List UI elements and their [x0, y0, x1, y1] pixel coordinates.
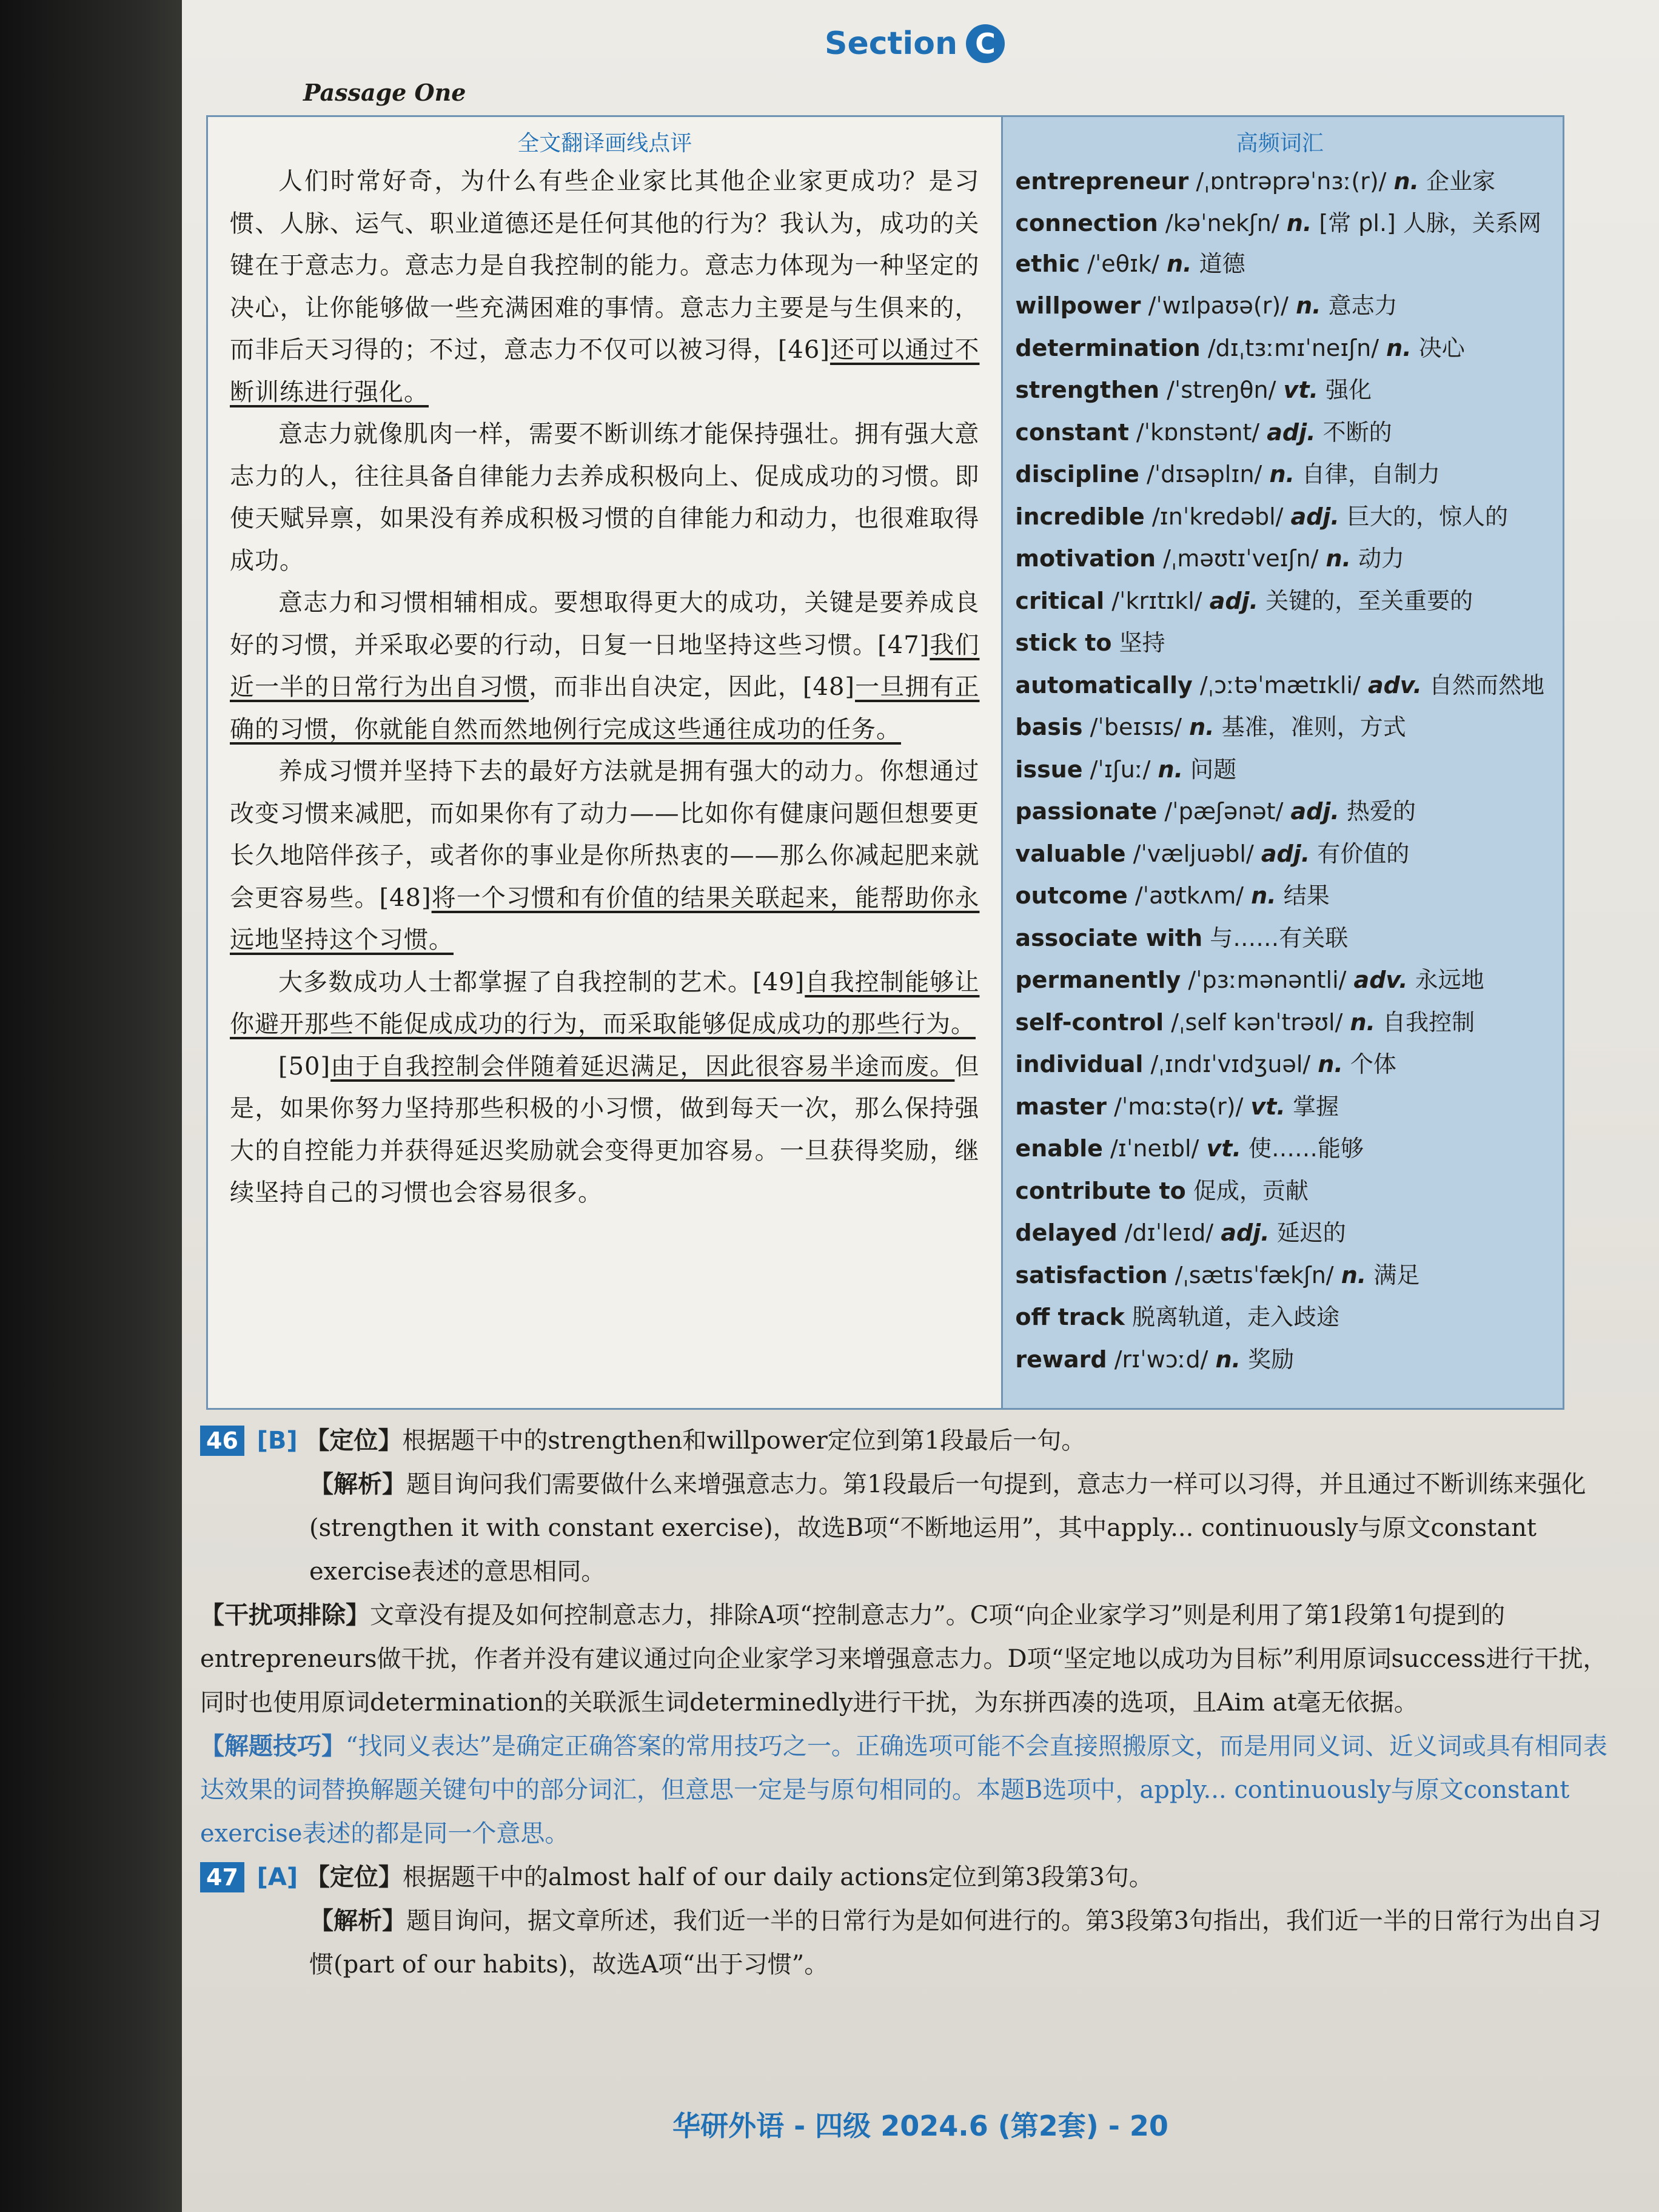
vocab-word: satisfaction: [1015, 1261, 1168, 1289]
vocab-phonetic: /ˌɪndɪˈvɪdʒuəl/: [1150, 1051, 1311, 1078]
q46-tip-tag: 【解题技巧】: [200, 1732, 346, 1760]
q47-number-badge: 47: [200, 1862, 244, 1892]
vocab-item: [1015, 665, 1544, 707]
paragraph-text: 养成习惯并坚持下去的最好方法就是拥有强大的动力。你想通过改变习惯来减肥，而如果你有了动力——比如你有健康问题但想要更长久地陪伴孩子，或者你的事业是你所热衷的——那么你减起肥来就会更容易些。[48]: [230, 757, 980, 912]
vocab-item: [1015, 1086, 1544, 1128]
vocab-meaning: 企业家: [1426, 168, 1496, 195]
vocab-meaning: 问题: [1190, 756, 1237, 783]
vocab-word: enable: [1015, 1135, 1103, 1162]
translation-paragraph: [230, 582, 979, 751]
vocab-phonetic: /ˈkɒnstənt/: [1136, 418, 1260, 446]
vocab-phonetic: /ˈkrɪtɪkl/: [1111, 587, 1202, 614]
vocab-column-header: 高频词汇: [1236, 131, 1324, 156]
vocab-phonetic: /ˈɪʃuː/: [1090, 756, 1151, 783]
vocab-meaning: 巨大的，惊人的: [1346, 503, 1508, 530]
vocab-word: connection: [1015, 209, 1158, 236]
vocab-pos: adj.: [1261, 840, 1310, 867]
vocab-word: basis: [1015, 714, 1083, 740]
paragraph-text: 意志力和习惯相辅相成。要想取得更大的成功，关键是要养成良好的习惯，并采取必要的行动，日复一日地坚持这些习惯。[47]: [230, 589, 980, 659]
vocab-meaning: 永远地: [1415, 967, 1484, 993]
vocab-word: ethic: [1015, 250, 1080, 277]
q46-answer-key: [B]: [256, 1427, 298, 1455]
vocab-phonetic: /rɪˈwɔːd/: [1114, 1346, 1208, 1373]
vocab-phonetic: /ˈbeɪsɪs/: [1090, 714, 1182, 740]
vocab-word: critical: [1015, 587, 1105, 614]
vocab-phonetic: /ˈstreŋθn/: [1167, 377, 1276, 403]
section-label: Section: [825, 25, 957, 62]
vocab-phonetic: /ˌsætɪsˈfækʃn/: [1175, 1261, 1334, 1289]
vocab-item: [1015, 1255, 1544, 1297]
dark-background: [0, 0, 200, 2212]
vocab-word: discipline: [1015, 461, 1139, 488]
q46-tip-text: “找同义表达”是确定正确答案的常用技巧之一。正确选项可能不会直接照搬原文，而是用同义词、近义词或具有相同表达效果的词替换解题关键句中的部分词汇，但意思一定是与原句相同的。本题B选项中，apply... continuously与原文constant exercise表述的都是同一个意思。: [200, 1732, 1607, 1848]
paragraph-text: 大多数成功人士都掌握了自我控制的艺术。[49]: [278, 968, 805, 996]
vocab-meaning: 自然而然地: [1429, 671, 1544, 699]
vocab-phonetic: /ˈeθɪk/: [1087, 250, 1159, 277]
vocab-item: [1015, 580, 1544, 623]
vocab-word: reward: [1015, 1346, 1107, 1373]
vocab-word: contribute to: [1015, 1177, 1186, 1204]
paragraph-text: 人们时常好奇，为什么有些企业家比其他企业家更成功？是习惯、人脉、运气、职业道德还是任何其他的行为？我认为，成功的关键在于意志力。意志力是自我控制的能力。意志力体现为一种坚定的决心，让你能够做一些充满困难的事情。意志力主要是与生俱来的，而非后天习得的；不过，意志力不仅可以被习得，[46]: [230, 167, 980, 364]
vocab-meaning: [常 pl.] 人脉，关系网: [1319, 209, 1541, 236]
q47-analysis: [200, 1899, 1619, 1986]
q46-locate-tag: 【定位】: [305, 1426, 403, 1455]
q46-tip: [200, 1724, 1619, 1855]
q46-analysis: [200, 1463, 1619, 1594]
vocab-pos: n.: [1251, 882, 1276, 909]
vocab-pos: n.: [1350, 1008, 1375, 1036]
underlined-sentence: 自我控制能够让你避开那些不能促成成功的行为，而采取能够促成成功的那些行为。: [230, 968, 980, 1038]
section-letter-badge: C: [966, 24, 1005, 63]
vocab-pos: n.: [1189, 714, 1215, 740]
paragraph-text: ，而非出自决定，因此，[48]: [529, 673, 856, 701]
vocab-item: [1015, 875, 1544, 917]
translation-paragraph: [230, 751, 979, 962]
vocab-word: entrepreneur: [1015, 168, 1189, 195]
vocab-word: self-control: [1015, 1008, 1164, 1036]
vocab-item: [1015, 1212, 1544, 1255]
vocab-meaning: 基准，准则，方式: [1221, 714, 1406, 740]
vocab-phonetic: /ˌɔːtəˈmætɪkli/: [1199, 671, 1361, 699]
q46-locate-text: 根据题干中的strengthen和willpower定位到第1段最后一句。: [402, 1427, 1086, 1455]
paragraph-text: [50]: [278, 1052, 331, 1081]
vocab-pos: adj.: [1267, 418, 1316, 446]
q46-analysis-tag: 【解析】: [309, 1470, 406, 1498]
section-header: [825, 24, 1005, 63]
vocab-phonetic: /kəˈnekʃn/: [1165, 209, 1279, 236]
vocab-word: individual: [1015, 1051, 1144, 1078]
vocab-item: [1015, 749, 1544, 791]
vocab-pos: vt.: [1250, 1093, 1285, 1120]
translation-paragraph: [230, 1046, 979, 1215]
vocab-item: [1015, 622, 1544, 665]
q47-locate-line: [200, 1855, 1619, 1899]
document-page: [182, 0, 1659, 2212]
passage-title: Passage One: [303, 79, 466, 106]
vocab-item: [1015, 1044, 1544, 1086]
vocab-pos: n.: [1393, 168, 1419, 195]
vocab-word: stick to: [1015, 629, 1112, 656]
vocab-meaning: 奖励: [1248, 1346, 1295, 1373]
vocab-phonetic: /ˈdɪsəplɪn/: [1147, 461, 1262, 488]
underlined-sentence: 将一个习惯和有价值的结果关联起来，能帮助你永远地坚持这个习惯。: [230, 883, 980, 954]
translation-column: [208, 117, 1003, 1408]
vocab-pos: n.: [1326, 545, 1351, 572]
vocab-word: incredible: [1015, 503, 1145, 530]
translation-paragraph: [230, 161, 979, 414]
vocab-phonetic: /dɪˈleɪd/: [1124, 1219, 1214, 1246]
vocab-word: permanently: [1015, 967, 1181, 993]
vocab-word: delayed: [1015, 1219, 1118, 1246]
underlined-sentence: 一旦拥有正确的习惯，你就能自然而然地例行完成这些通往成功的任务。: [230, 673, 980, 743]
translation-vocab-table: [206, 115, 1564, 1410]
vocab-phonetic: /dɪˌtɜːmɪˈneɪʃn/: [1207, 334, 1379, 361]
q47-locate-text: 根据题干中的almost half of our daily actions定位到第3段第3句。: [402, 1863, 1153, 1891]
vocab-word: master: [1015, 1093, 1107, 1120]
vocab-pos: vt.: [1206, 1135, 1241, 1162]
vocab-list: [1015, 161, 1544, 1381]
vocab-meaning: 个体: [1350, 1051, 1396, 1078]
vocab-pos: vt.: [1283, 377, 1318, 403]
underlined-sentence: 还可以通过不断训练进行强化。: [230, 336, 980, 406]
vocab-pos: adv.: [1367, 671, 1422, 699]
vocab-pos: n.: [1269, 461, 1295, 488]
vocab-phonetic: /ˈpæʃənət/: [1164, 798, 1284, 825]
vocab-phonetic: /ˌself kənˈtrəʊl/: [1171, 1008, 1343, 1036]
q46-analysis-text: 题目询问我们需要做什么来增强意志力。第1段最后一句提到，意志力一样可以习得，并且通过不断训练来强化(strengthen it with constant exercise)，故选B项“不断地运用”，其中apply... continuously与原文constant exercise表述的意思相同。: [309, 1470, 1586, 1586]
vocab-word: willpower: [1015, 292, 1141, 319]
vocab-word: constant: [1015, 418, 1129, 446]
vocab-item: [1015, 327, 1544, 370]
vocab-word: valuable: [1015, 840, 1126, 867]
vocab-pos: n.: [1296, 292, 1321, 319]
vocab-meaning: 自律，自制力: [1302, 461, 1441, 488]
vocab-pos: adj.: [1290, 798, 1339, 825]
underlined-sentence: 由于自我控制会伴随着延迟满足，因此很容易半途而废。: [330, 1052, 955, 1081]
vocab-column: [1003, 117, 1563, 1408]
vocab-pos: n.: [1158, 756, 1184, 783]
vocab-item: [1015, 791, 1544, 833]
vocab-pos: n.: [1341, 1261, 1367, 1289]
vocab-meaning: 动力: [1358, 545, 1405, 572]
vocab-meaning: 有价值的: [1317, 840, 1410, 867]
vocab-item: [1015, 538, 1544, 580]
vocab-pos: adj.: [1209, 587, 1258, 614]
vocab-pos: n.: [1286, 209, 1312, 236]
vocab-word: outcome: [1015, 882, 1128, 909]
vocab-meaning: 决心: [1418, 334, 1465, 361]
vocab-word: off track: [1015, 1304, 1125, 1330]
vocab-word: automatically: [1015, 671, 1193, 699]
vocab-meaning: 道德: [1199, 250, 1245, 277]
q47-answer-key: [A]: [256, 1863, 298, 1891]
q47-analysis-text: 题目询问，据文章所述，我们近一半的日常行为是如何进行的。第3段第3句指出，我们近一半的日常行为出自习惯(part of our habits)，故选A项“出于习惯”。: [309, 1907, 1601, 1979]
vocab-phonetic: /ɪˈneɪbl/: [1110, 1135, 1199, 1162]
q47-locate-tag: 【定位】: [305, 1863, 403, 1891]
vocab-item: [1015, 1339, 1544, 1381]
vocab-meaning: 强化: [1326, 377, 1372, 403]
translation-column-header: 全文翻译画线点评: [517, 131, 692, 156]
vocab-meaning: 延迟的: [1276, 1219, 1346, 1246]
vocab-pos: adv.: [1353, 967, 1408, 993]
vocab-item: [1015, 1170, 1544, 1213]
vocab-word: associate with: [1015, 924, 1203, 951]
paragraph-text: 意志力就像肌肉一样，需要不断训练才能保持强壮。拥有强大意志力的人，往往具备自律能力去养成积极向上、促成成功的习惯。即使天赋异禀，如果没有养成积极习惯的自律能力和动力，也很难取得成功。: [230, 420, 980, 575]
q46-number-badge: 46: [200, 1426, 244, 1456]
vocab-item: [1015, 496, 1544, 538]
q46-locate-line: [200, 1419, 1619, 1463]
vocab-pos: n.: [1318, 1051, 1343, 1078]
vocab-item: [1015, 454, 1544, 496]
vocab-item: [1015, 706, 1544, 749]
vocab-phonetic: /ˈwɪlpaʊə(r)/: [1148, 292, 1289, 319]
vocab-meaning: 脱离轨道，走入歧途: [1131, 1304, 1339, 1330]
vocab-item: [1015, 412, 1544, 454]
vocab-meaning: 使……能够: [1248, 1135, 1364, 1162]
vocab-word: motivation: [1015, 545, 1156, 572]
vocab-item: [1015, 917, 1544, 960]
vocab-meaning: 不断的: [1322, 418, 1392, 446]
vocab-phonetic: /ˈvæljuəbl/: [1133, 840, 1254, 867]
vocab-item: [1015, 285, 1544, 327]
vocab-word: issue: [1015, 756, 1083, 783]
vocab-meaning: 自我控制: [1382, 1008, 1475, 1036]
vocab-meaning: 结果: [1283, 882, 1330, 909]
vocab-phonetic: /ˈmɑːstə(r)/: [1114, 1093, 1244, 1120]
vocab-item: [1015, 161, 1544, 203]
vocab-item: [1015, 833, 1544, 876]
vocab-meaning: 热爱的: [1346, 798, 1416, 825]
vocab-meaning: 满足: [1373, 1261, 1420, 1289]
vocab-meaning: 促成，贡献: [1193, 1177, 1309, 1204]
vocab-phonetic: /ˈaʊtkʌm/: [1134, 882, 1244, 909]
vocab-word: determination: [1015, 334, 1201, 361]
page-footer: 华研外语 - 四级 2024.6 (第2套) - 20: [672, 2110, 1168, 2142]
vocab-word: passionate: [1015, 798, 1158, 825]
vocab-phonetic: /ˌɒntrəprəˈnɜː(r)/: [1196, 168, 1387, 195]
answer-explanations: [200, 1419, 1619, 1986]
translation-paragraph: [230, 414, 979, 582]
vocab-item: [1015, 959, 1544, 1002]
vocab-meaning: 坚持: [1119, 629, 1165, 656]
vocab-pos: adj.: [1221, 1219, 1270, 1246]
vocab-item: [1015, 203, 1544, 243]
q47-analysis-tag: 【解析】: [309, 1906, 406, 1935]
q46-distractor: [200, 1594, 1619, 1724]
q46-distractor-tag: 【干扰项排除】: [200, 1601, 370, 1629]
underlined-sentence: 我们近一半的日常行为出自习惯: [230, 631, 980, 701]
paragraph-text: 但是，如果你努力坚持那些积极的小习惯，做到每天一次，那么保持强大的自控能力并获得延迟奖励就会变得更加容易。一旦获得奖励，继续坚持自己的习惯也会容易很多。: [230, 1052, 980, 1207]
translation-paragraphs: [230, 161, 979, 1215]
vocab-item: [1015, 1128, 1544, 1170]
vocab-phonetic: /ˈpɜːmənəntli/: [1188, 967, 1347, 993]
vocab-word: strengthen: [1015, 377, 1160, 403]
translation-paragraph: [230, 962, 979, 1046]
vocab-meaning: 关键的，至关重要的: [1265, 587, 1473, 614]
vocab-phonetic: /ɪnˈkredəbl/: [1151, 503, 1284, 530]
vocab-pos: n.: [1215, 1346, 1241, 1373]
vocab-meaning: 掌握: [1292, 1093, 1339, 1120]
q46-distractor-text: 文章没有提及如何控制意志力，排除A项“控制意志力”。C项“向企业家学习”则是利用了第1段第1句提到的entrepreneurs做干扰，作者并没有建议通过向企业家学习来增强意志力。D项“坚定地以成功为目标”利用原词success进行干扰，同时也使用原词determination的关联派生词determinedly进行干扰，为东拼西凑的选项，且Aim at毫无依据。: [200, 1601, 1607, 1717]
vocab-meaning: 与……有关联: [1210, 924, 1349, 951]
vocab-item: [1015, 1296, 1544, 1339]
vocab-pos: n.: [1166, 250, 1192, 277]
vocab-item: [1015, 243, 1544, 286]
vocab-phonetic: /ˌməʊtɪˈveɪʃn/: [1163, 545, 1319, 572]
vocab-item: [1015, 1002, 1544, 1044]
vocab-pos: n.: [1386, 334, 1412, 361]
vocab-pos: adj.: [1290, 503, 1339, 530]
vocab-meaning: 意志力: [1328, 292, 1398, 319]
vocab-item: [1015, 369, 1544, 412]
